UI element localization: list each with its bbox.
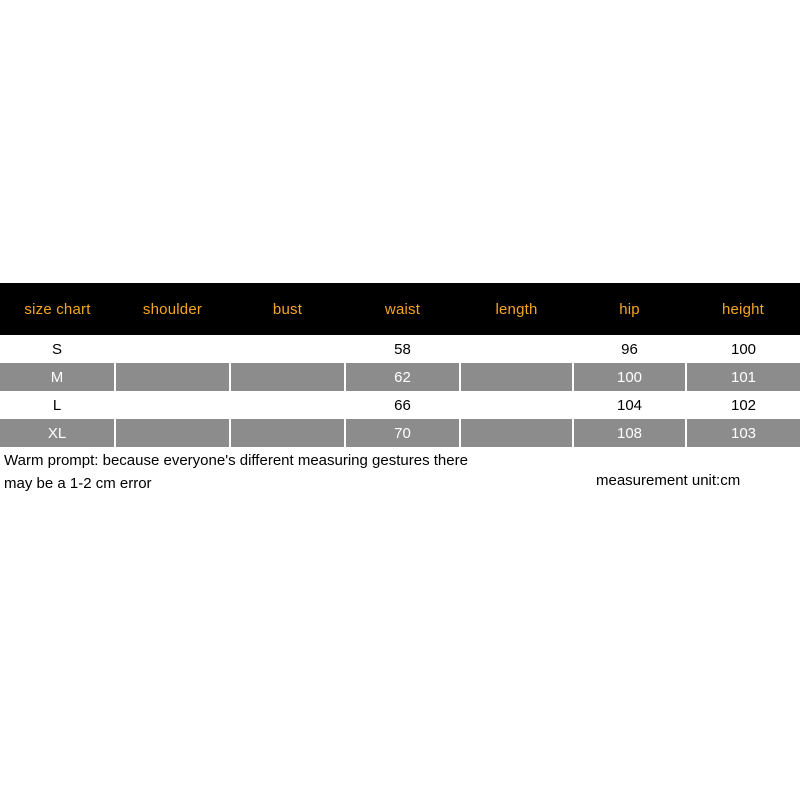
cell-size: M (0, 363, 115, 391)
cell-waist: 62 (345, 363, 460, 391)
table-footer (0, 449, 800, 507)
column-header-hip: hip (573, 283, 686, 335)
column-header-height: height (686, 283, 800, 335)
cell-hip: 104 (573, 391, 686, 419)
column-header-bust: bust (230, 283, 345, 335)
cell-shoulder (115, 419, 230, 447)
cell-bust (230, 363, 345, 391)
cell-waist: 70 (345, 419, 460, 447)
column-header-shoulder: shoulder (115, 283, 230, 335)
cell-shoulder (115, 363, 230, 391)
cell-length (460, 335, 573, 363)
cell-hip: 108 (573, 419, 686, 447)
cell-bust (230, 335, 345, 363)
table-body (0, 335, 800, 447)
warm-prompt-text: Warm prompt: because everyone's different measuring gestures there may be a 1-2 cm error (4, 452, 468, 492)
cell-height: 102 (686, 391, 800, 419)
cell-size: XL (0, 419, 115, 447)
table-row (0, 419, 800, 447)
size-chart-table (0, 283, 800, 447)
cell-height: 100 (686, 335, 800, 363)
column-header-length: length (460, 283, 573, 335)
cell-waist: 58 (345, 335, 460, 363)
cell-size: L (0, 391, 115, 419)
size-chart-container (0, 283, 800, 507)
table-header-row (0, 283, 800, 335)
cell-height: 103 (686, 419, 800, 447)
column-header-waist: waist (345, 283, 460, 335)
cell-shoulder (115, 335, 230, 363)
table-row (0, 335, 800, 363)
measurement-unit-text: measurement unit:cm (596, 472, 741, 489)
cell-hip: 100 (573, 363, 686, 391)
cell-length (460, 391, 573, 419)
cell-height: 101 (686, 363, 800, 391)
cell-waist: 66 (345, 391, 460, 419)
cell-bust (230, 391, 345, 419)
table-row (0, 391, 800, 419)
cell-size: S (0, 335, 115, 363)
cell-length (460, 419, 573, 447)
column-header-size-chart: size chart (0, 283, 115, 335)
cell-hip: 96 (573, 335, 686, 363)
table-row (0, 363, 800, 391)
table-header (0, 283, 800, 335)
cell-length (460, 363, 573, 391)
cell-shoulder (115, 391, 230, 419)
cell-bust (230, 419, 345, 447)
